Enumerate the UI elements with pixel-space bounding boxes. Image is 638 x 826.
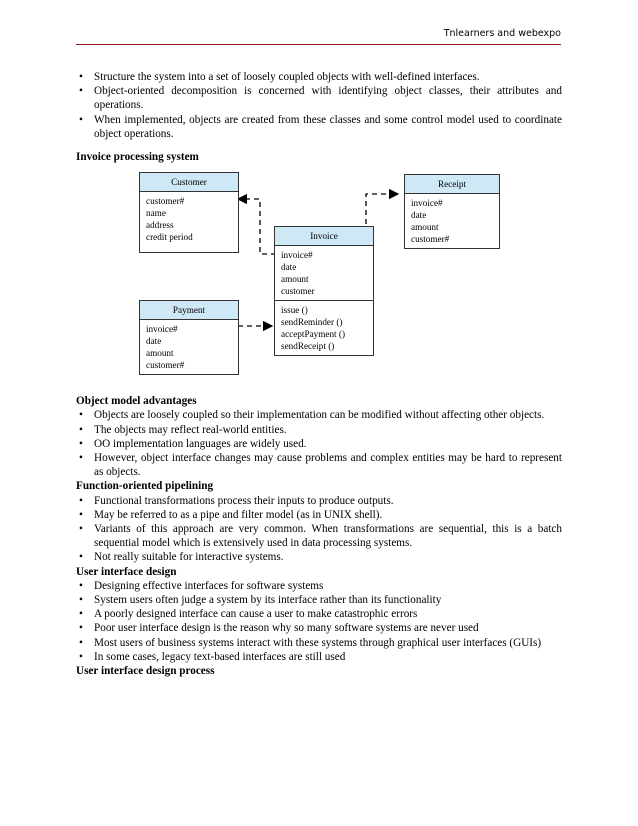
list-item: • A poorly designed interface can cause a user to make catastrophic errors	[79, 608, 418, 621]
list-item: • The objects may reflect real-world entities.	[79, 423, 287, 436]
function-pipelining-heading: Function-oriented pipelining	[76, 480, 214, 493]
class-operation: sendReminder ()	[281, 317, 343, 328]
bullet-icon: •	[79, 579, 83, 592]
bullet-icon: •	[79, 551, 83, 564]
bullet-icon: •	[79, 636, 83, 649]
list-item: • Designing effective interfaces for software systems	[79, 579, 324, 592]
object-model-heading: Object model advantages	[76, 395, 197, 408]
list-item: • Not really suitable for interactive systems.	[79, 551, 284, 564]
class-attribute: amount	[146, 348, 174, 359]
list-item: • Functional transformations process their inputs to produce outputs.	[79, 494, 394, 507]
class-attribute: customer#	[146, 360, 185, 371]
list-item: • When implemented, objects are created from these classes and some control model used to coordinate object operations.	[79, 113, 562, 140]
bullet-icon: •	[79, 85, 83, 98]
bullet-icon: •	[79, 409, 83, 422]
bullet-icon: •	[79, 523, 83, 536]
list-item: • In some cases, legacy text-based interfaces are still used	[79, 650, 346, 663]
bullet-icon: •	[79, 608, 83, 621]
header-rule	[76, 44, 561, 45]
page-header: Tnlearners and webexpo	[443, 28, 561, 39]
ui-process-heading: User interface design process	[76, 665, 215, 678]
class-attribute: name	[146, 208, 166, 219]
bullet-icon: •	[79, 452, 83, 465]
class-title: Customer	[140, 173, 238, 192]
class-attribute: credit period	[146, 232, 193, 243]
list-item: • However, object interface changes may cause problems and complex entities may be hard to represent as objects.	[79, 452, 562, 479]
bullet-icon: •	[79, 650, 83, 663]
class-title: Invoice	[275, 227, 373, 246]
bullet-icon: •	[79, 594, 83, 607]
class-attribute: address	[146, 220, 174, 231]
bullet-icon: •	[79, 508, 83, 521]
invoice-to-customer-link	[238, 199, 276, 254]
class-attribute: date	[411, 210, 427, 221]
list-item: • OO implementation languages are widely used.	[79, 437, 307, 450]
invoice-heading: Invoice processing system	[76, 151, 199, 164]
class-operation: acceptPayment ()	[281, 329, 346, 340]
function-pipelining-list	[76, 494, 562, 565]
class-attribute: invoice#	[411, 198, 443, 209]
intro-list	[76, 70, 562, 141]
class-title: Receipt	[405, 175, 499, 194]
class-diagram	[76, 164, 562, 390]
object-model-list	[76, 408, 562, 479]
class-attribute: amount	[281, 274, 309, 285]
ui-design-list	[76, 579, 562, 664]
list-item: • Object-oriented decomposition is concerned with identifying object classes, their attributes and operations.	[79, 85, 562, 112]
bullet-icon: •	[79, 622, 83, 635]
class-attribute: customer#	[146, 196, 185, 207]
class-attribute: date	[146, 336, 162, 347]
bullet-icon: •	[79, 437, 83, 450]
class-attribute: date	[281, 262, 297, 273]
bullet-icon: •	[79, 423, 83, 436]
bullet-icon: •	[79, 71, 83, 83]
page-content	[76, 70, 562, 678]
invoice-class	[274, 226, 374, 356]
bullet-icon: •	[79, 113, 83, 126]
list-item: • May be referred to as a pipe and filter model (as in UNIX shell).	[79, 508, 383, 521]
class-attribute: customer	[281, 286, 315, 297]
list-item: • System users often judge a system by its interface rather than its functionality	[79, 594, 442, 607]
class-operation: sendReceipt ()	[281, 341, 335, 352]
list-item: • Objects are loosely coupled so their implementation can be modified without affecting other objects.	[79, 409, 545, 422]
list-item: • Variants of this approach are very common. When transformations are sequential, this is a batch sequential model which is extensively used in data processing systems.	[79, 523, 562, 550]
class-operation: issue ()	[281, 305, 308, 316]
receipt-class	[404, 174, 500, 249]
list-item: • Poor user interface design is the reason why so many software systems are never used	[79, 622, 479, 635]
class-attribute: customer#	[411, 234, 450, 245]
ui-design-heading: User interface design	[76, 565, 177, 578]
class-title: Payment	[140, 301, 238, 320]
payment-class	[139, 300, 239, 375]
list-item: • Most users of business systems interact with these systems through graphical user interfaces (GUIs)	[79, 636, 542, 649]
class-attribute: amount	[411, 222, 439, 233]
class-attribute: invoice#	[146, 324, 178, 335]
list-item: • Structure the system into a set of loosely coupled objects with well-defined interfaces.	[79, 71, 480, 83]
class-attribute: invoice#	[281, 250, 313, 261]
bullet-icon: •	[79, 494, 83, 507]
customer-class	[139, 172, 239, 253]
